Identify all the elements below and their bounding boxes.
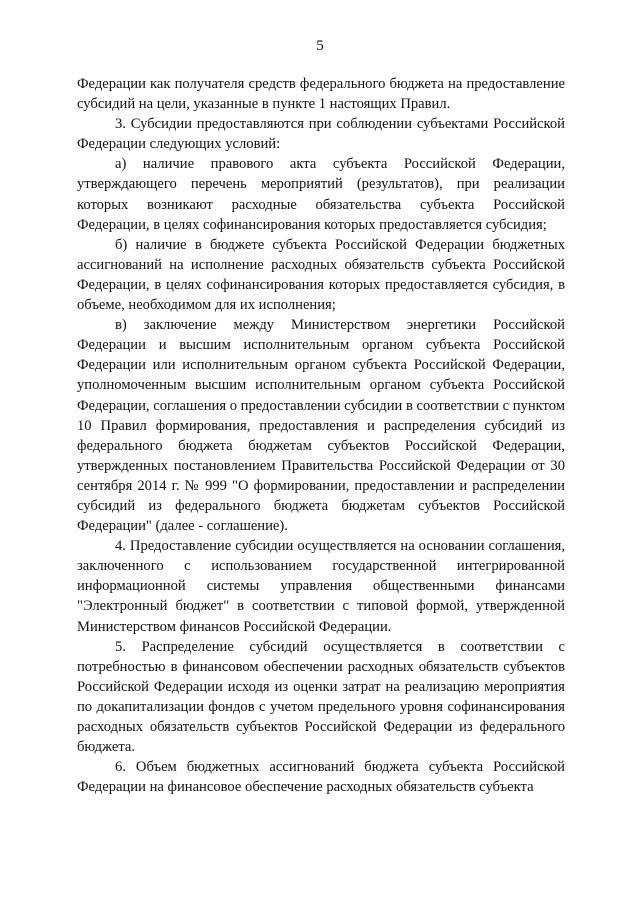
paragraph-clause-4: 4. Предоставление субсидии осуществляется на основании соглашения, заключенного с использованием государственной интегрированной информационной системы управления общественными финансами "Электронный бюджет" в соответствии с типовой формой, утвержденной Министерством финансов Российской Федерации. <box>77 538 565 635</box>
document-body <box>77 74 565 797</box>
paragraph-subclause-a: а) наличие правового акта субъекта Российской Федерации, утверждающего перечень мероприятий (результатов), при реализации которых возникают расходные обязательства субъекта Российской Федерации, в целях софинансирования которых предоставляется субсидия; <box>77 156 565 233</box>
page-number: 5 <box>316 38 324 54</box>
paragraph-clause-3: 3. Субсидии предоставляются при соблюдении субъектами Российской Федерации следующих условий: <box>77 116 565 153</box>
paragraph-clause-6: 6. Объем бюджетных ассигнований бюджета субъекта Российской Федерации на финансовое обеспечение расходных обязательств субъекта <box>77 759 565 796</box>
paragraph-subclause-v: в) заключение между Министерством энергетики Российской Федерации и высшим исполнительным органом субъекта Российской Федерации или исполнительным органом субъекта Российской Федерации, уполномоченным высшим исполнительным органом субъекта Российской Федерации, соглашения о предоставлении субсидии в соответствии с пунктом 10 Правил формирования, предоставления и распределения субсидий из федерального бюджета бюджетам субъектов Российской Федерации, утвержденных постановлением Правительства Российской Федерации от 30 сентября 2014 г. № 999 "О формировании, предоставлении и распределении субсидий из федерального бюджета бюджетам субъектов Российской Федерации" (далее - соглашение). <box>77 317 565 535</box>
paragraph-clause-5: 5. Распределение субсидий осуществляется в соответствии с потребностью в финансовом обеспечении расходных обязательств субъектов Российской Федерации исходя из оценки затрат на реализацию мероприятия по докапитализации фондов с учетом предельного уровня софинансирования расходных обязательств субъектов Российской Федерации из федерального бюджета. <box>77 638 565 756</box>
paragraph-continuation: Федерации как получателя средств федерального бюджета на предоставление субсидий на цели, указанные в пункте 1 настоящих Правил. <box>77 76 565 113</box>
paragraph-subclause-b: б) наличие в бюджете субъекта Российской Федерации бюджетных ассигнований на исполнение расходных обязательств субъекта Российской Федерации, в целях софинансирования которых предоставляется субсидия, в объеме, необходимом для их исполнения; <box>77 236 565 314</box>
